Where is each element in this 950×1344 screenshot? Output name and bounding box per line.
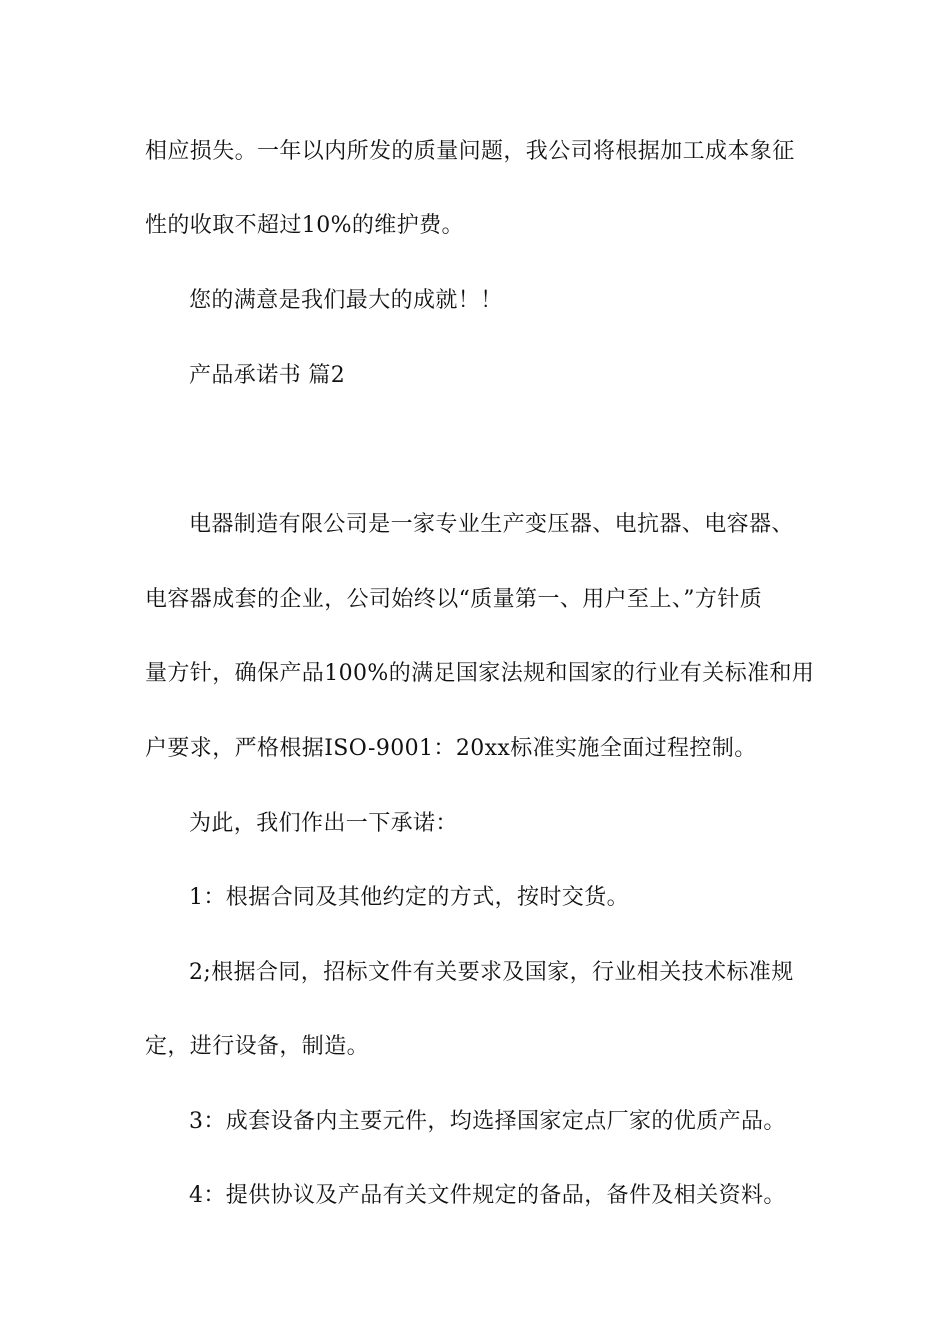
closing-statement: 您的满意是我们最大的成就！！: [189, 288, 503, 313]
paragraph-line: 性的收取不超过10%的维护费。: [145, 213, 464, 238]
list-item: 4：提供协议及产品有关文件规定的备品，备件及相关资料。: [189, 1183, 786, 1208]
paragraph-line: 电器制造有限公司是一家专业生产变压器、电抗器、电容器、: [189, 512, 794, 537]
list-item: 2;根据合同，招标文件有关要求及国家，行业相关技术标准规: [189, 960, 794, 985]
list-item-continuation: 定，进行设备，制造。: [145, 1034, 370, 1059]
paragraph-line: 量方针，确保产品100%的满足国家法规和国家的行业有关标准和用: [145, 661, 815, 686]
paragraph-line: 相应损失。一年以内所发的质量问题，我公司将根据加工成本象征: [145, 139, 795, 164]
paragraph-line: 电容器成套的企业，公司始终以“质量第一、用户至上、”方针质: [145, 587, 763, 612]
list-item: 1：根据合同及其他约定的方式，按时交货。: [189, 885, 629, 910]
section-heading: 产品承诺书 篇2: [189, 363, 346, 388]
paragraph-line: 户要求，严格根据ISO-9001：20xx标准实施全面过程控制。: [145, 736, 757, 761]
list-item: 3：成套设备内主要元件，均选择国家定点厂家的优质产品。: [189, 1109, 786, 1134]
paragraph-line: 为此，我们作出一下承诺：: [189, 811, 458, 836]
